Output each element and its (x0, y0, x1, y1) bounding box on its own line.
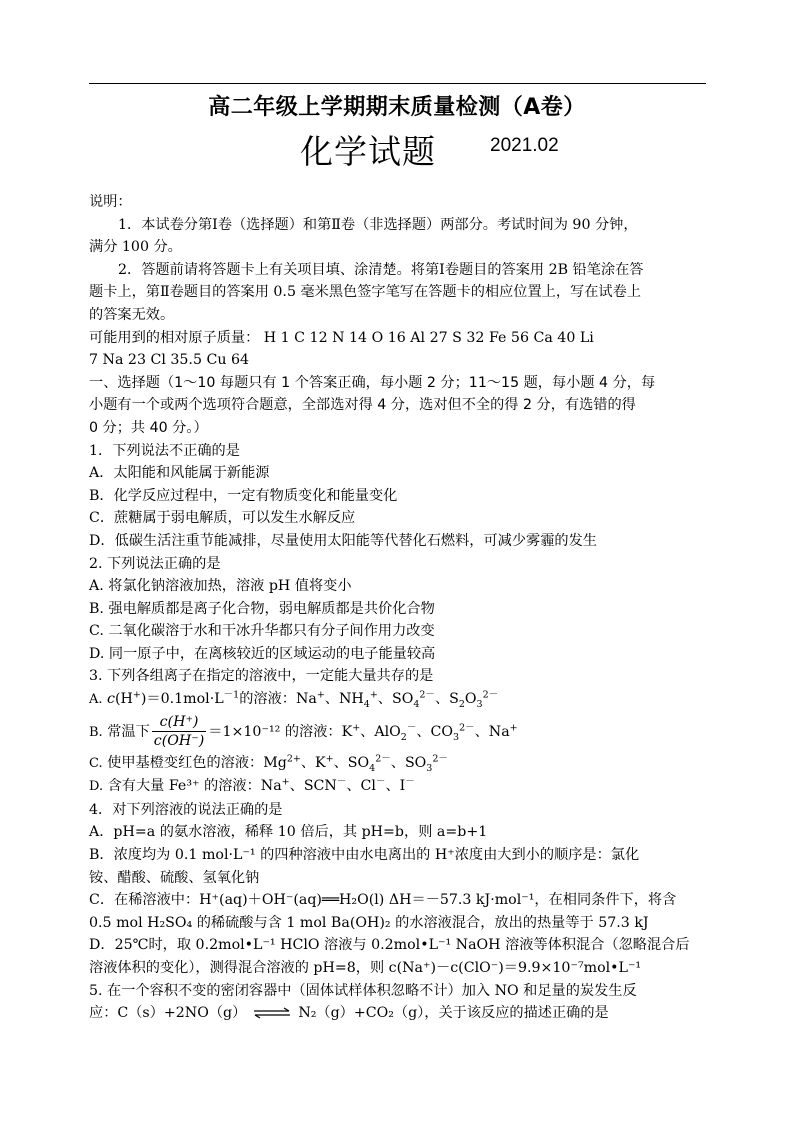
question-2-option-c: C. 二氧化碳溶于水和干冰升华都只有分子间作用力改变 (89, 623, 435, 640)
condition-prefix: 常温下 (107, 723, 150, 740)
question-2-option-a: A. 将氯化钠溶液加热，溶液 pH 值将变小 (89, 578, 352, 595)
condition-text: 的溶液： (239, 691, 296, 708)
question-3-option-a: A. $c(H^+)=0.1mol\cdot L^{-1}$的溶液：Na+、$NH_4^+$、$SO_4^{2-}$、$S_2O_3^{2-}$ (89, 689, 499, 710)
question-3-option-b: B. 常温下 $\frac{c(H^+)}{c(OH^-)}$ ＝1×10⁻¹² 的溶液：K+、AlO$_2$－、$CO_3^{2-}$、Na+ (89, 714, 518, 750)
reaction-reactants: 应：C（s）+2NO（g） (89, 1005, 247, 1022)
exam-body (89, 191, 709, 1025)
question-4-option-d-line-2: 溶液体积的变化），测得混合溶液的 pH=8，则 c(Na⁺)－c(ClO⁻)＝9.9×10⁻⁷mol•L⁻¹ (89, 960, 642, 976)
question-4-option-b-line-2: 铵、醋酸、硫酸、氢氧化钠 (89, 869, 260, 886)
atomic-masses-line-1: 可能用到的相对原子质量： H 1 C 12 N 14 O 16 Al 27 S 32 Fe 56 Ca 40 Li (89, 329, 594, 346)
condition-text: ＝1×10⁻¹² 的溶液： (208, 723, 342, 740)
question-5-line-2 (89, 1002, 709, 1025)
option-label: A. (89, 692, 103, 708)
exam-date: 2021.02 (490, 135, 559, 156)
question-4-option-b-line-1: B．浓度均为 0.1 mol·L⁻¹ 的四种溶液中由水电离出的 H⁺浓度由大到小的顺序是：氯化 (89, 847, 640, 864)
subject-title: 化学试题 (300, 132, 436, 171)
exam-title: 高二年级上学期期末质量检测（A卷） (208, 95, 586, 120)
option-label: D. (89, 779, 104, 795)
note-2-line-3: 的答案无效。 (89, 306, 175, 323)
question-4-stem: 4．对下列溶液的说法正确的是 (89, 801, 283, 818)
note-2-line-1: 2．答题前请将答题卡上有关项目填、涂清楚。将第Ⅰ卷题目的答案用 2B 铅笔涂在答 (118, 261, 644, 278)
question-1-option-d: D．低碳生活注重节能减排，尽量使用太阳能等代替化石燃料，可减少雾霾的发生 (89, 532, 597, 549)
section-1-instructions-line-3: 0 分；共 40 分。） (89, 419, 208, 436)
notes-heading: 说明： (89, 194, 132, 210)
note-1-line-2: 满分 100 分。 (89, 239, 182, 256)
reaction-products: N₂（g）+CO₂（g），关于该反应的描述正确的是 (298, 1005, 609, 1022)
question-3-stem: 3. 下列各组离子在指定的溶液中，一定能大量共存的是 (89, 668, 434, 685)
question-3-option-c: C. 使甲基橙变红色的溶液：$Mg^{2+}$、K+、$SO_4^{2-}$、$SO_3^{2-}$ (89, 752, 448, 774)
ratio-denominator: c(OH⁻) (153, 733, 205, 750)
ratio-numerator: c(H⁺) (152, 713, 207, 732)
section-1-instructions-line-2: 小题有一个或两个选项符合题意，全部选对得 4 分，选对但不全的得 2 分，有选错的得 (89, 397, 636, 414)
question-2-option-b: B. 强电解质都是离子化合物，弱电解质都是共价化合物 (89, 600, 435, 617)
question-4-option-d-line-1: D．25℃时，取 0.2mol•L⁻¹ HClO 溶液与 0.2mol•L⁻¹ NaOH 溶液等体积混合（忽略混合后 (89, 937, 690, 954)
question-4-option-a: A．pH=a 的氨水溶液，稀释 10 倍后，其 pH=b，则 a=b+1 (89, 824, 488, 841)
top-rule (89, 83, 706, 84)
question-5-line-1: 5. 在一个容积不变的密闭容器中（固体试样体积忽略不计）加入 NO 和足量的炭发生反 (89, 982, 637, 999)
condition-text: 含有大量 Fe³⁺ 的溶液： (107, 778, 261, 795)
question-3-option-d: D. 含有大量 Fe³⁺ 的溶液：Na+、SCN－、Cl－、I－ (89, 776, 415, 795)
section-1-instructions-line-1: 一、选择题（1～10 每题只有 1 个答案正确，每小题 2 分；11～15 题，每小题 4 分，每 (89, 374, 656, 391)
option-label: C. (89, 755, 103, 771)
concentration-ratio (152, 713, 207, 750)
option-label: B. (89, 724, 103, 740)
question-4-option-c-line-2: 0.5 mol H₂SO₄ 的稀硫酸与含 1 mol Ba(OH)₂ 的水溶液混合，放出的热量等于 57.3 kJ (89, 914, 649, 931)
question-1-stem: 1．下列说法不正确的是 (89, 442, 240, 459)
question-2-option-d: D. 同一原子中，在离核较近的区域运动的电子能量较高 (89, 645, 436, 662)
condition-text: 使甲基橙变红色的溶液： (107, 754, 264, 771)
note-1-line-1: 1．本试卷分第Ⅰ卷（选择题）和第Ⅱ卷（非选择题）两部分。考试时间为 90 分钟， (118, 216, 638, 233)
question-4-option-c-line-1: C．在稀溶液中：H⁺(aq)＋OH⁻(aq)══H₂O(l) ΔH＝－57.3 kJ·mol⁻¹，在相同条件下，将含 (89, 892, 677, 909)
question-2-stem: 2. 下列说法正确的是 (89, 555, 221, 572)
atomic-masses-line-2: 7 Na 23 Cl 35.5 Cu 64 (89, 352, 250, 369)
question-1-option-b: B．化学反应过程中，一定有物质变化和能量变化 (89, 487, 398, 504)
question-1-option-c: C．蔗糖属于弱电解质，可以发生水解反应 (89, 510, 356, 527)
equilibrium-arrow-icon (252, 1007, 292, 1019)
question-1-option-a: A．太阳能和风能属于新能源 (89, 465, 270, 482)
note-2-line-2: 题卡上，第Ⅱ卷题目的答案用 0.5 毫米黑色签字笔写在答题卡的相应位置上，写在试卷上 (89, 284, 641, 301)
